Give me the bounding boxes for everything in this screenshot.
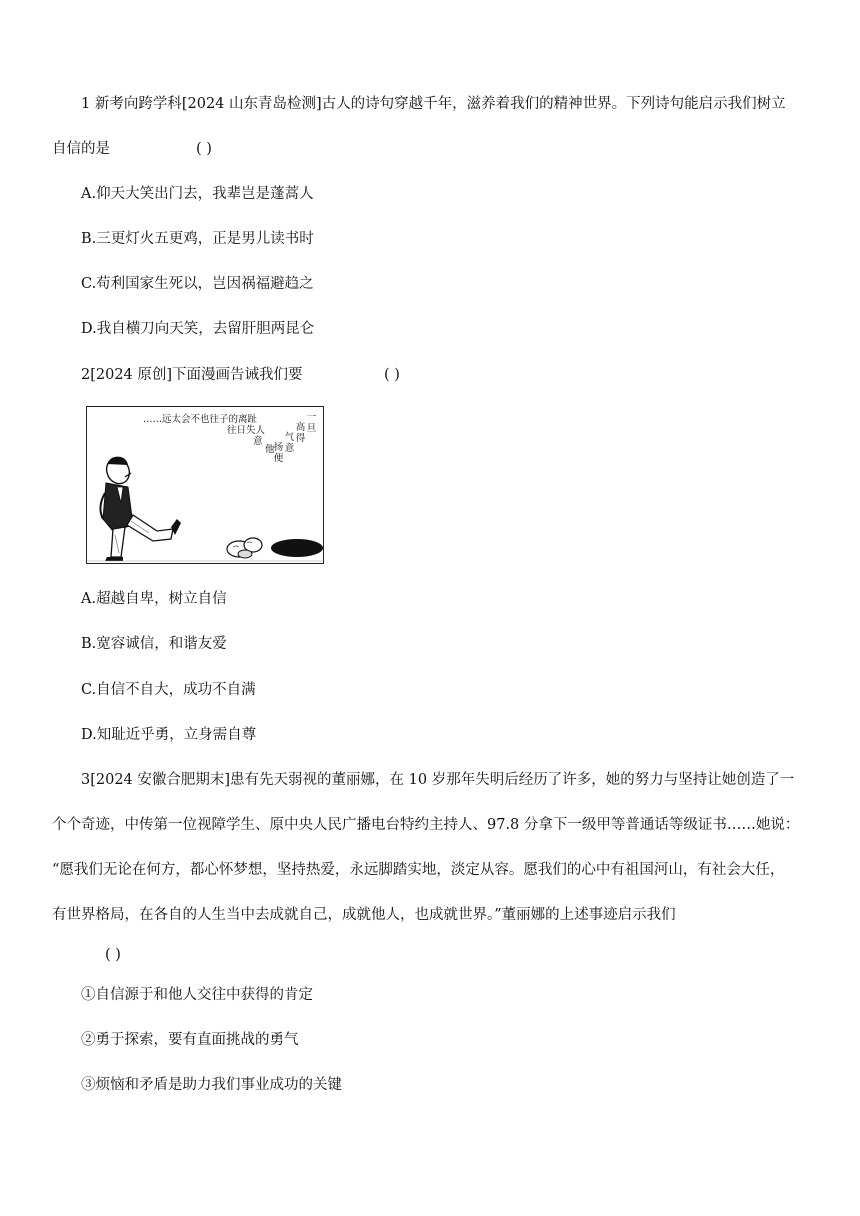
q3-stem-line4: 有世界格局，在各自的人生当中去成就自己，成就他人，也成就世界。”董丽娜的上述事迹启示我们 bbox=[52, 907, 676, 923]
cartoon-caption-line1: ……远太会不也往子的离趾 bbox=[143, 414, 258, 425]
q2-option-d: D.知耻近乎勇，立身需自尊 bbox=[81, 727, 257, 743]
q1-stem-line2: 自信的是 bbox=[52, 141, 110, 157]
cartoon-vertical-text: 扬便 bbox=[273, 442, 284, 464]
q2-stem: 2[2024 原创]下面漫画告诫我们要 bbox=[81, 367, 303, 383]
q3-statement-1: ①自信源于和他人交往中获得的肯定 bbox=[81, 987, 313, 1003]
q2-option-a: A.超越自卑，树立自信 bbox=[81, 591, 227, 607]
cartoon-small-char: 他 bbox=[265, 444, 275, 455]
q3-stem-line3: “愿我们无论在何方，都心怀梦想，坚持热爱，永远脚踏实地，淡定从容。愿我们的心中有祖国河山，有社会大任， bbox=[52, 862, 785, 878]
pit-hole bbox=[271, 539, 323, 557]
q1-option-b: B.三更灯火五更鸡，正是男儿读书时 bbox=[81, 231, 314, 247]
cartoon-caption-line2: 往日失人 bbox=[227, 425, 266, 436]
rocks bbox=[227, 538, 262, 558]
cartoon-vertical-text: 一旦 bbox=[306, 412, 317, 434]
q1-option-a: A.仰天大笑出门去，我辈岂是蓬蒿人 bbox=[81, 186, 314, 202]
cartoon-small-char: 意 bbox=[253, 436, 263, 447]
cartoon-vertical-text: 气意 bbox=[284, 432, 295, 454]
cartoon-drawing bbox=[87, 407, 324, 564]
q3-stem-line1: 3[2024 安徽合肥期末]患有先天弱视的董丽娜，在 10 岁那年失明后经历了许多，她的努力与坚持让她创造了一 bbox=[81, 772, 795, 788]
q3-statement-2: ②勇于探索，要有直面挑战的勇气 bbox=[81, 1032, 299, 1048]
q2-option-c: C.自信不自大，成功不自满 bbox=[81, 682, 256, 698]
q3-answer-blank: ( ) bbox=[105, 947, 121, 963]
q3-stem-line2: 个个奇迹，中传第一位视障学生、原中央人民广播电台特约主持人、97.8 分拿下一级甲等普通话等级证书……她说： bbox=[52, 817, 800, 833]
q2-cartoon bbox=[86, 406, 324, 564]
cartoon-vertical-text: 高得 bbox=[295, 422, 306, 444]
q1-stem-line1: 1 新考向跨学科[2024 山东青岛检测]古人的诗句穿越千年，滋养着我们的精神世界。下列诗句能启示我们树立 bbox=[81, 96, 786, 112]
q1-answer-blank: ( ) bbox=[196, 141, 212, 157]
q2-answer-blank: ( ) bbox=[384, 367, 400, 383]
arrogant-man-figure bbox=[100, 455, 181, 561]
q1-option-d: D.我自横刀向天笑，去留肝胆两昆仑 bbox=[81, 321, 315, 337]
q3-statement-3: ③烦恼和矛盾是助力我们事业成功的关键 bbox=[81, 1077, 342, 1093]
q1-option-c: C.苟利国家生死以，岂因祸福避趋之 bbox=[81, 276, 314, 292]
q2-option-b: B.宽容诚信，和谐友爱 bbox=[81, 636, 227, 652]
